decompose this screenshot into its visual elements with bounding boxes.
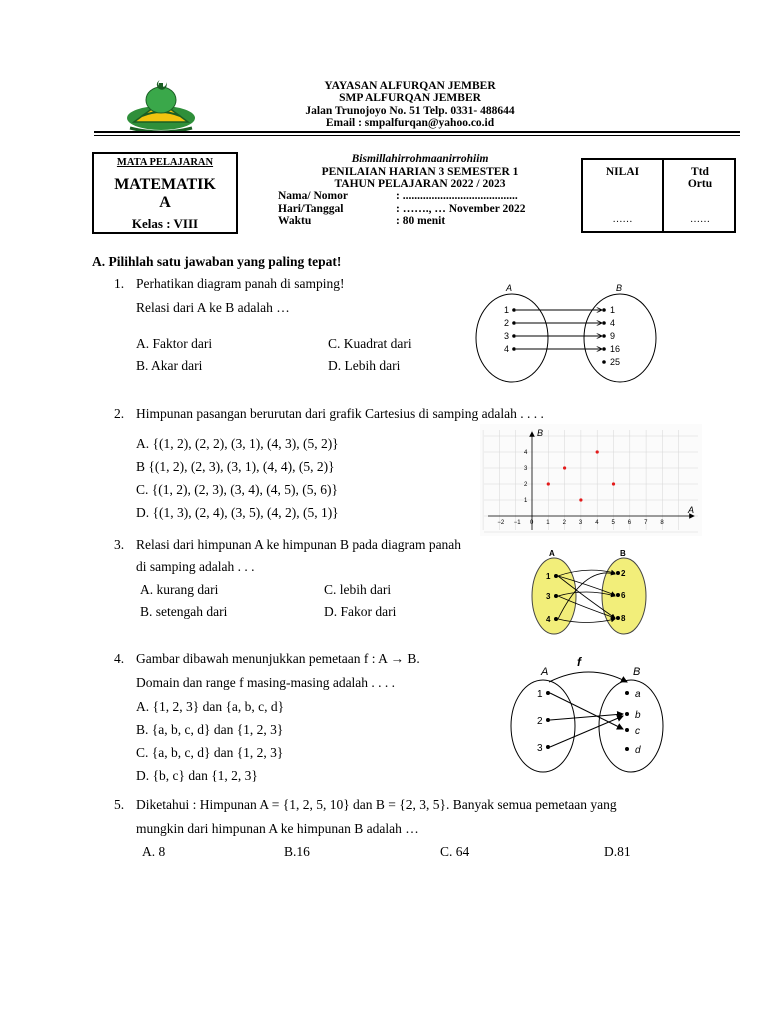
q3-option-a[interactable]: A. kurang dari	[140, 582, 219, 597]
q4-a-2: 2	[537, 716, 543, 727]
field-date-label: Hari/Tanggal	[278, 202, 344, 215]
q4-b-a: a	[635, 689, 641, 700]
q4-line2: Domain dan range f masing-masing adalah . . . .	[136, 675, 396, 690]
field-date-value[interactable]: : ……., … November 2022	[396, 202, 526, 215]
q5-option-b[interactable]: B.16	[284, 844, 310, 859]
q3-a-3: 3	[546, 592, 551, 601]
school-logo	[120, 78, 202, 132]
q2-point	[547, 482, 550, 485]
q2-cartesian-graph	[480, 424, 702, 536]
nilai-dots[interactable]: ……	[612, 214, 633, 225]
q2-option-a[interactable]: A. {(1, 2), (2, 2), (3, 1), (4, 3), (5, 2)}	[136, 436, 339, 451]
school-address: Jalan Trunojoyo No. 51 Telp. 0331- 488644	[305, 105, 515, 117]
exam-title: PENILAIAN HARIAN 3 SEMESTER 1	[321, 165, 519, 178]
q5-line2: mungkin dari himpunan A ke himpunan B adalah …	[136, 821, 419, 836]
q2-point	[612, 482, 615, 485]
ttd-label: Ttd	[691, 166, 709, 178]
q4-option-d[interactable]: D. {b, c} dan {1, 2, 3}	[136, 768, 258, 783]
q4-number: 4.	[114, 651, 125, 666]
q4-b-b: b	[635, 710, 641, 721]
q3-b-8: 8	[621, 614, 626, 623]
q4-mapping-diagram	[505, 652, 673, 782]
field-name-label: Nama/ Nomor	[278, 190, 348, 202]
q2-x-tick: 1	[546, 520, 550, 526]
q5-line1: Diketahui : Himpunan A = {1, 2, 5, 10} dan B = {2, 3, 5}. Banyak semua pemetaan yang	[136, 797, 617, 812]
q2-point	[596, 450, 599, 453]
q1-option-b[interactable]: B. Akar dari	[136, 358, 203, 373]
exam-year: TAHUN PELAJARAN 2022 / 2023	[334, 178, 506, 190]
q2-option-c[interactable]: C. {(1, 2), (2, 3), (3, 4), (4, 5), (5, 6)}	[136, 482, 338, 497]
q1-b-9: 9	[610, 331, 616, 341]
q2-option-d[interactable]: D. {(1, 3), (2, 4), (3, 5), (4, 2), (5, 1)}	[136, 505, 339, 520]
q1-b-1: 1	[610, 305, 616, 315]
nilai-label: NILAI	[605, 166, 640, 178]
q1-number: 1.	[114, 276, 125, 291]
section-a-heading: A. Pilihlah satu jawaban yang paling tepat!	[92, 254, 342, 269]
q4-option-c[interactable]: C. {a, b, c, d} dan {1, 2, 3}	[136, 745, 284, 760]
q1-arrow-diagram	[470, 280, 670, 384]
q3-b-2: 2	[621, 569, 626, 578]
q1-a-2: 2	[504, 318, 510, 328]
header-rule-thin	[94, 135, 740, 136]
q4-a-3: 3	[537, 743, 543, 754]
ttd-dots[interactable]: ……	[690, 214, 710, 225]
q2-y-axis-label: B	[537, 428, 544, 438]
q2-y-tick: 1	[524, 498, 528, 504]
q3-line2: di samping adalah . . .	[136, 559, 255, 574]
q3-set-b-label: B	[620, 549, 626, 558]
class-label: Kelas : VIII	[131, 216, 199, 231]
q3-b-6: 6	[621, 591, 626, 600]
field-time-label: Waktu	[278, 215, 312, 227]
q2-y-tick: 2	[524, 482, 528, 488]
q1-b-4: 4	[610, 318, 616, 328]
q3-number: 3.	[114, 537, 125, 552]
q2-number: 2.	[114, 406, 125, 421]
q1-line2: Relasi dari A ke B adalah …	[136, 300, 290, 315]
q4-set-a-label: A	[541, 666, 549, 678]
q3-option-d[interactable]: D. Fakor dari	[324, 604, 397, 619]
bismillah: Bismillahirrohmaanirrohiim	[351, 153, 489, 165]
q2-y-tick: 4	[524, 450, 528, 456]
q3-option-b[interactable]: B. setengah dari	[140, 604, 228, 619]
q2-line1: Himpunan pasangan berurutan dari grafik Cartesius di samping adalah . . . .	[136, 406, 544, 421]
exam-fields	[278, 190, 525, 228]
q4-set-b-label: B	[633, 666, 641, 678]
q1-line1: Perhatikan diagram panah di samping!	[136, 276, 345, 291]
q2-x-tick: −2	[497, 520, 505, 526]
school-name: SMP ALFURQAN JEMBER	[339, 92, 481, 104]
q4-b-c: c	[635, 726, 640, 737]
q2-option-b[interactable]: B {(1, 2), (2, 3), (3, 1), (4, 4), (5, 2)}	[136, 459, 335, 474]
q1-a-3: 3	[504, 331, 510, 341]
q4-option-b[interactable]: B. {a, b, c, d} dan {1, 2, 3}	[136, 722, 284, 737]
header-rule	[94, 131, 740, 133]
foundation-name: YAYASAN ALFURQAN JEMBER	[324, 80, 496, 92]
q2-y-tick: 3	[524, 466, 528, 472]
q4-option-a[interactable]: A. {1, 2, 3} dan {a, b, c, d}	[136, 699, 285, 714]
q2-x-axis-label: A	[688, 505, 695, 515]
q3-line1: Relasi dari himpunan A ke himpunan B pada diagram panah	[136, 537, 462, 552]
score-box	[581, 158, 736, 233]
q2-x-tick: 3	[578, 520, 583, 526]
field-time-value: : 80 menit	[396, 215, 446, 227]
q3-a-1: 1	[546, 572, 551, 581]
subject-line1: MATEMATIK	[114, 176, 216, 193]
q2-x-tick: 2	[562, 520, 566, 526]
q1-set-b-label: B	[616, 283, 623, 293]
q5-option-c[interactable]: C. 64	[440, 844, 470, 859]
q2-x-tick: 4	[595, 520, 599, 526]
q2-x-tick: 0	[530, 520, 534, 526]
q4-b-d: d	[635, 745, 641, 756]
q1-option-c[interactable]: C. Kuadrat dari	[328, 336, 412, 351]
q2-point	[579, 498, 582, 501]
q4-line1: Gambar dibawah menunjukkan pemetaan f : A → B.	[136, 651, 420, 666]
q1-a-1: 1	[504, 305, 510, 315]
q4-a-1: 1	[537, 689, 543, 700]
q1-a-4: 4	[504, 344, 510, 354]
q1-b-16: 16	[610, 344, 621, 354]
school-email: Email : smpalfurqan@yahoo.co.id	[325, 117, 495, 129]
q1-set-a-label: A	[506, 283, 513, 293]
ortu-label: Ortu	[687, 178, 713, 190]
q3-set-a-label: A	[549, 549, 555, 558]
q2-x-tick: 5	[611, 520, 615, 526]
q3-a-4: 4	[546, 615, 551, 624]
subject-label: MATA PELAJARAN	[116, 157, 214, 168]
q4-function-label: f	[577, 655, 581, 669]
subject-box	[92, 152, 238, 234]
subject-line2: A	[159, 194, 171, 211]
q2-x-tick: 8	[660, 520, 664, 526]
field-name-value[interactable]: : ........................................	[396, 190, 518, 202]
q2-x-tick: 7	[644, 520, 648, 526]
q2-x-tick: 6	[627, 520, 632, 526]
q3-arrow-diagram	[524, 546, 658, 638]
q1-option-d[interactable]: D. Lebih dari	[328, 358, 401, 373]
q2-x-tick: −1	[513, 520, 521, 526]
q5-option-a[interactable]: A. 8	[142, 844, 166, 859]
q3-option-c[interactable]: C. lebih dari	[324, 582, 392, 597]
q5-number: 5.	[114, 797, 125, 812]
q2-point	[563, 466, 566, 469]
q1-option-a[interactable]: A. Faktor dari	[136, 336, 213, 351]
q1-b-25: 25	[610, 357, 621, 367]
q5-option-d[interactable]: D.81	[604, 844, 631, 859]
